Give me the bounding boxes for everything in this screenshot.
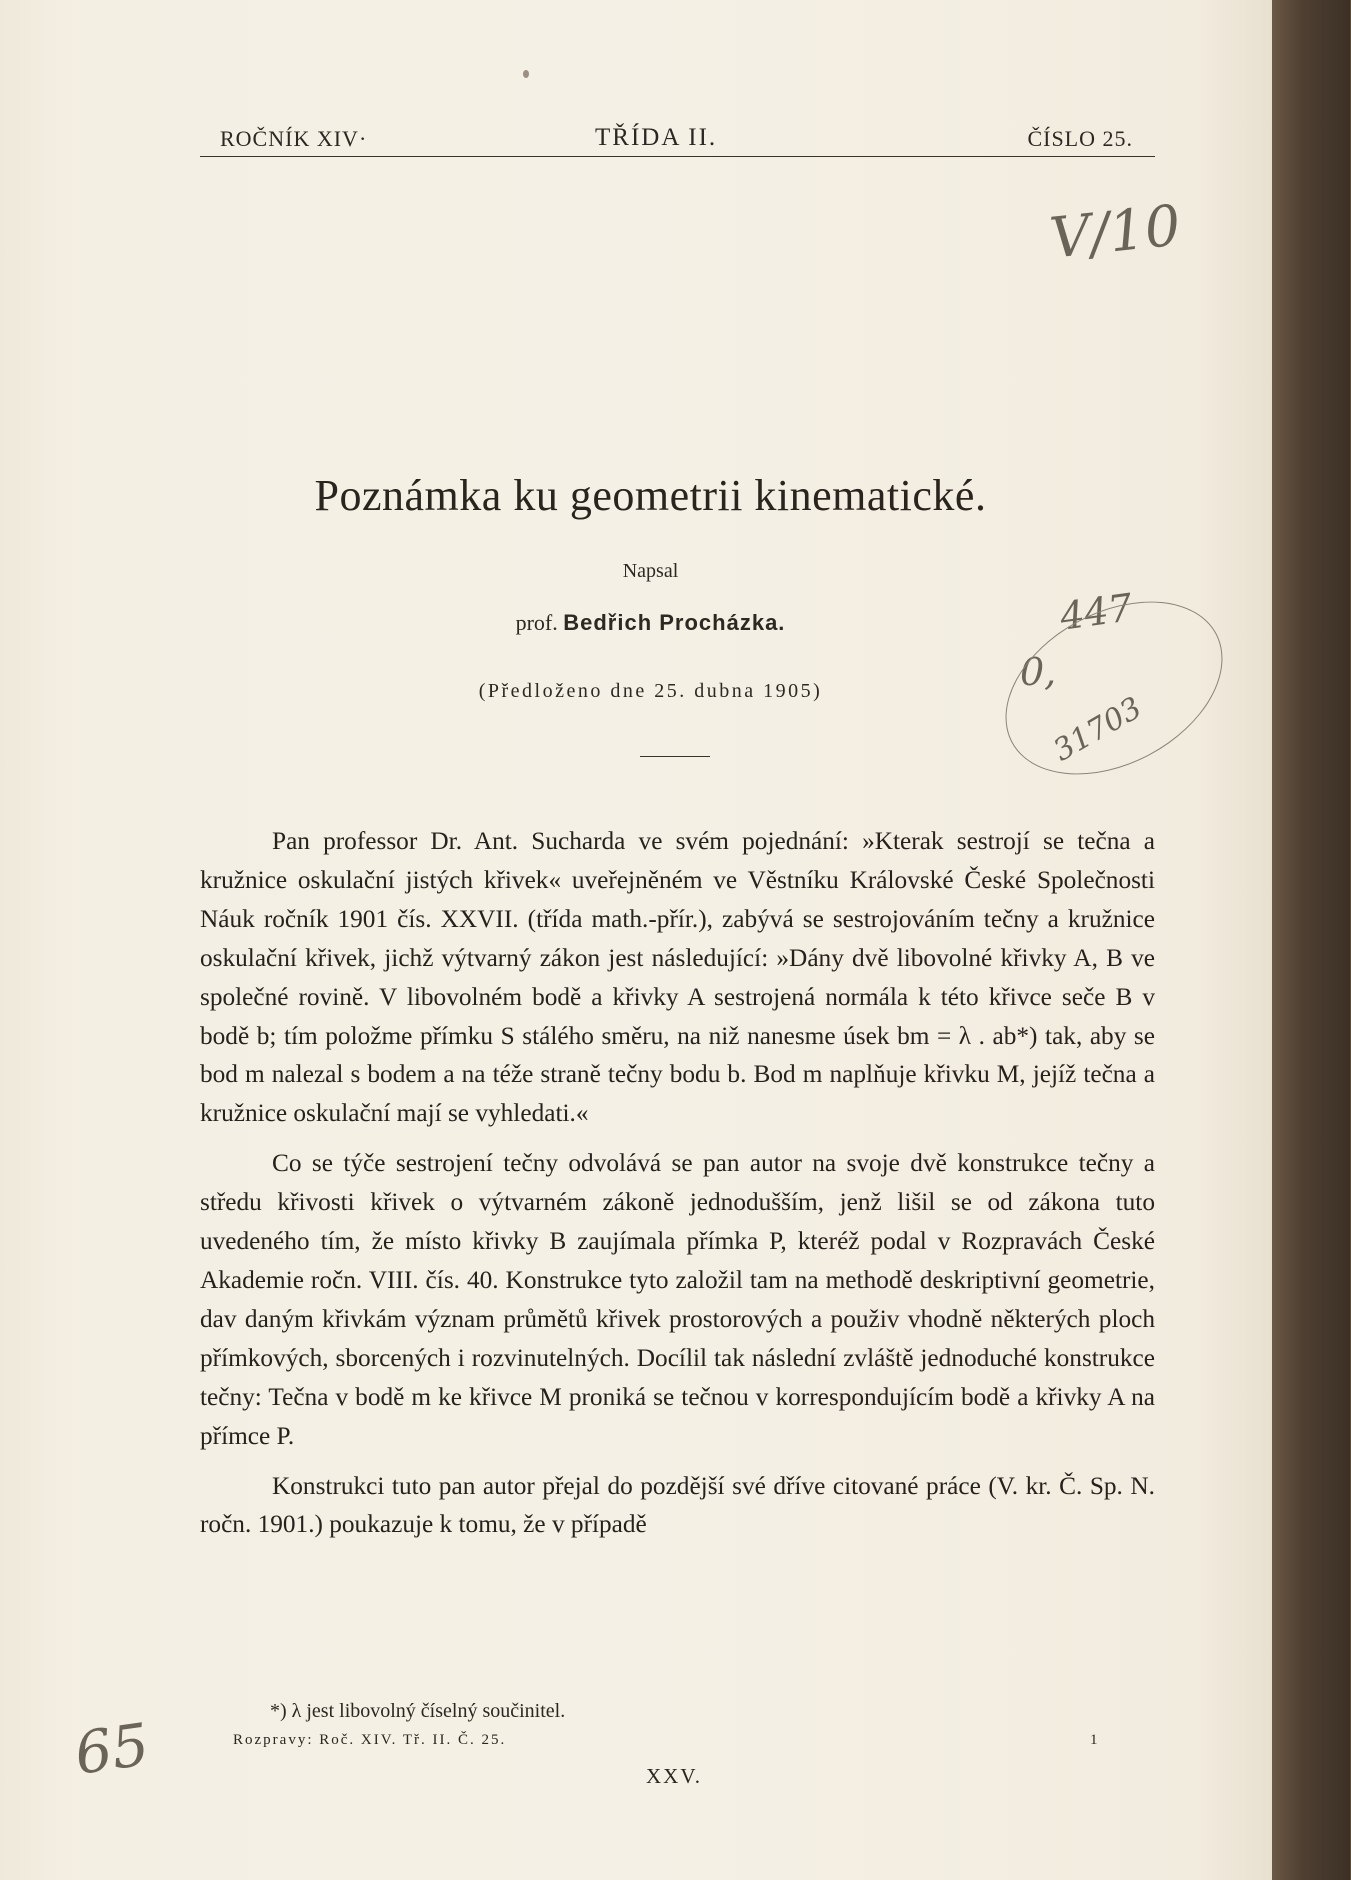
- handwritten-mark-447: 447: [1057, 585, 1136, 639]
- handwritten-mark-zero: 0,: [1020, 650, 1057, 694]
- page-header: [200, 122, 1155, 157]
- byline-author: [0, 610, 1326, 636]
- handwritten-mark-top: V/10: [1046, 193, 1184, 272]
- paragraph: Pan professor Dr. Ant. Sucharda ve svém pojednání: »Kterak sestrojí se tečna a kružnice oskulační jistých křivek« uveřejněném ve Věstníku Královské České Společnosti Náuk ročník 1901 čís. XXVII. (třída math.-přír.), zabývá se sestrojováním tečny a kružnice oskulační křivek, jichž výtvarný zákon jest následující: »Dány dvě libovolné křivky A, B ve společné rovině. V libovolném bodě a křivky A sestrojená normála k této křivce seče B v bodě b; tím položme přímku S stálého směru, na niž nanesme úsek bm = λ . ab*) tak, aby se bod m nalezal s bodem a na téže straně tečny bodu b. Bod m naplňuje křivku M, jejíž tečna a kružnice oskulační mají se vyhledati.«: [200, 827, 1155, 1128]
- header-number: ČÍSLO 25.: [1027, 126, 1133, 151]
- handwritten-mark-number: 31703: [1047, 690, 1148, 769]
- footer-source: Rozpravy: Roč. XIV. Tř. II. Č. 25.: [233, 1732, 507, 1748]
- divider-rule: [640, 756, 710, 757]
- ink-dot: [523, 70, 529, 78]
- header-volume: ROČNÍK XIV·: [220, 126, 368, 151]
- presented-date: (Předloženo dne 25. dubna 1905): [478, 680, 823, 702]
- author-name: Bedřich Procházka.: [563, 610, 786, 635]
- byline-napsal: Napsal: [622, 560, 679, 582]
- footer-page-number: 1: [1090, 1732, 1098, 1748]
- article-title: Poznámka ku geometrii kinematické.: [314, 471, 987, 520]
- sheet-signature: XXV.: [646, 1764, 703, 1788]
- footnote: *) λ jest libovolný číselný součinitel.: [270, 1700, 566, 1722]
- header-class: TŘÍDA II.: [595, 124, 718, 151]
- author-prefix: prof.: [515, 610, 558, 635]
- handwritten-mark-bottom: 65: [70, 1710, 154, 1788]
- paragraph: Co se týče sestrojení tečny odvolává se pan autor na svoje dvě konstrukce tečny a středu křivosti křivek o výtvarném zákoně jednodušším, jenž lišil se od zákona tuto uvedeného tím, že místo křivky B zaujímala přímka P, kteréž podal v Rozpravách České Akademie ročn. VIII. čís. 40. Konstrukce tyto založil tam na methodě deskriptivní geometrie, dav daným křivkám význam průmětů křivek prostorových a použiv vhodně některých ploch přímkových, sborcených i rozvinutelných. Docílil tak následní zvláště jednoduché konstrukce tečny: Tečna v bodě m ke křivce M proniká se tečnou v korrespondujícím bodě a křivky A na přímce P.: [200, 1149, 1155, 1450]
- article-body: [200, 822, 1155, 1555]
- paragraph: Konstrukci tuto pan autor přejal do pozdější své dříve citované práce (V. kr. Č. Sp. N. ročn. 1901.) poukazuje k tomu, že v případě: [200, 1471, 1155, 1539]
